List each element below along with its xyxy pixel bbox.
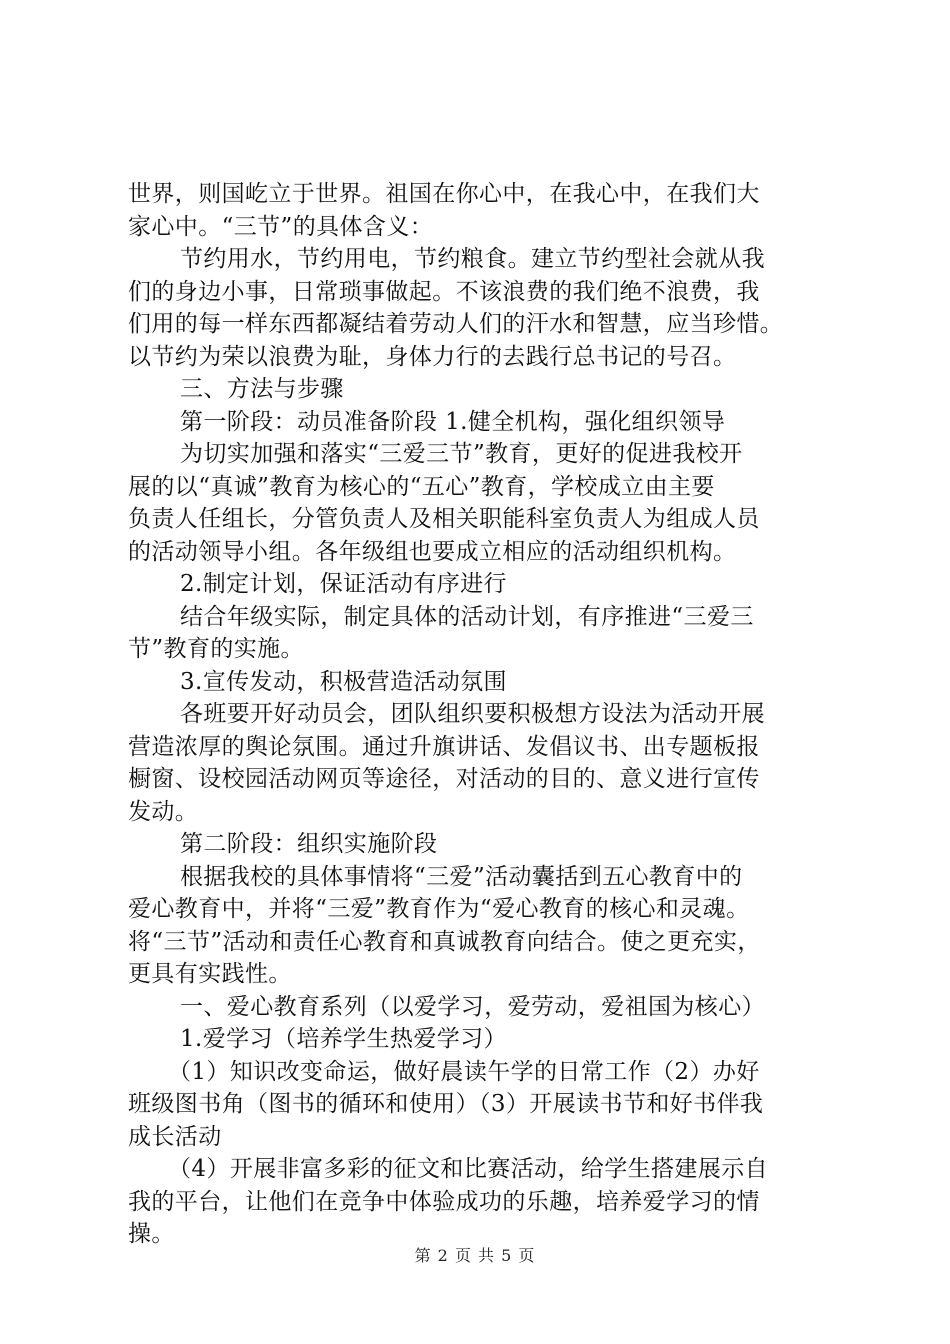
- page-footer: [0, 1246, 950, 1266]
- text-line: 橱窗、设校园活动网页等途径，对活动的目的、意义进行宣传: [128, 766, 760, 792]
- text-line: 各班要开好动员会，团队组织要积极想方设法为活动开展: [180, 701, 765, 727]
- text-line: 展的以“真诚”教育为核心的“五心”教育，学校成立由主要: [128, 473, 715, 500]
- text-line: 的活动领导小组。各年级组也要成立相应的活动组织机构。: [128, 538, 737, 565]
- text-line: 3.宣传发动，积极营造活动氛围: [180, 668, 507, 695]
- text-line: 节约用水，节约用电，节约粮食。建立节约型社会就从我: [180, 246, 765, 272]
- text-line: 成长活动: [128, 1123, 222, 1150]
- text-line: （1）知识改变命运，做好晨读午学的日常工作（2）办好: [168, 1058, 760, 1085]
- text-line: 更具有实践性。: [128, 961, 292, 987]
- text-line: 将“三节”活动和责任心教育和真诚教育向结合。使之更充实，: [128, 928, 761, 955]
- text-line: 营造浓厚的舆论氛围。通过升旗讲话、发倡议书、出专题板报: [128, 733, 760, 760]
- text-line: 班级图书角（图书的循环和使用）（3）开展读书节和好书伴我: [128, 1091, 764, 1117]
- text-line: 第一阶段：动员准备阶段 1.健全机构，强化组织领导: [180, 408, 726, 435]
- text-line: 操。: [128, 1221, 175, 1247]
- text-line: 以节约为荣以浪费为耻，身体力行的去践行总书记的号召。: [128, 343, 737, 370]
- text-line: 三、方法与步骤: [180, 376, 344, 402]
- text-line: 们的身边小事，日常琐事做起。不该浪费的我们绝不浪费，我: [128, 278, 760, 305]
- text-line: （4）开展非富多彩的征文和比赛活动，给学生搭建展示自: [168, 1156, 769, 1182]
- text-line: 我的平台，让他们在竞争中体验成功的乐趣，培养爱学习的情: [128, 1188, 760, 1215]
- text-line: 根据我校的具体事情将“三爱”活动囊括到五心教育中的: [180, 863, 743, 890]
- text-line: 家心中。“三节”的具体含义：: [128, 213, 434, 240]
- text-line: 们用的每一样东西都凝结着劳动人们的汗水和智慧，应当珍惜。: [128, 311, 784, 337]
- text-line: 为切实加强和落实“三爱三节”教育，更好的促进我校开: [180, 441, 743, 467]
- text-line: 结合年级实际，制定具体的活动计划，有序推进“三爱三: [180, 603, 754, 630]
- text-line: 一、爱心教育系列（以爱学习，爱劳动，爱祖国为核心）: [180, 993, 765, 1020]
- document-body: [128, 178, 848, 1251]
- text-line: 爱心教育中，并将“三爱”教育作为“爱心教育的核心和灵魂。: [128, 896, 750, 922]
- text-line: 节”教育的实施。: [128, 636, 304, 662]
- page-number-label: 第 2 页 共 5 页: [414, 1246, 536, 1265]
- text-line: 发动。: [128, 798, 199, 825]
- text-line: 2.制定计划，保证活动有序进行: [180, 571, 507, 597]
- text-line: 世界，则国屹立于世界。祖国在你心中，在我心中，在我们大: [128, 181, 760, 207]
- text-line: 1.爱学习（培养学生热爱学习）: [180, 1026, 507, 1052]
- text-line: 第二阶段：组织实施阶段: [180, 831, 438, 857]
- text-line: 负责人任组长，分管负责人及相关职能科室负责人为组成人员: [128, 506, 760, 532]
